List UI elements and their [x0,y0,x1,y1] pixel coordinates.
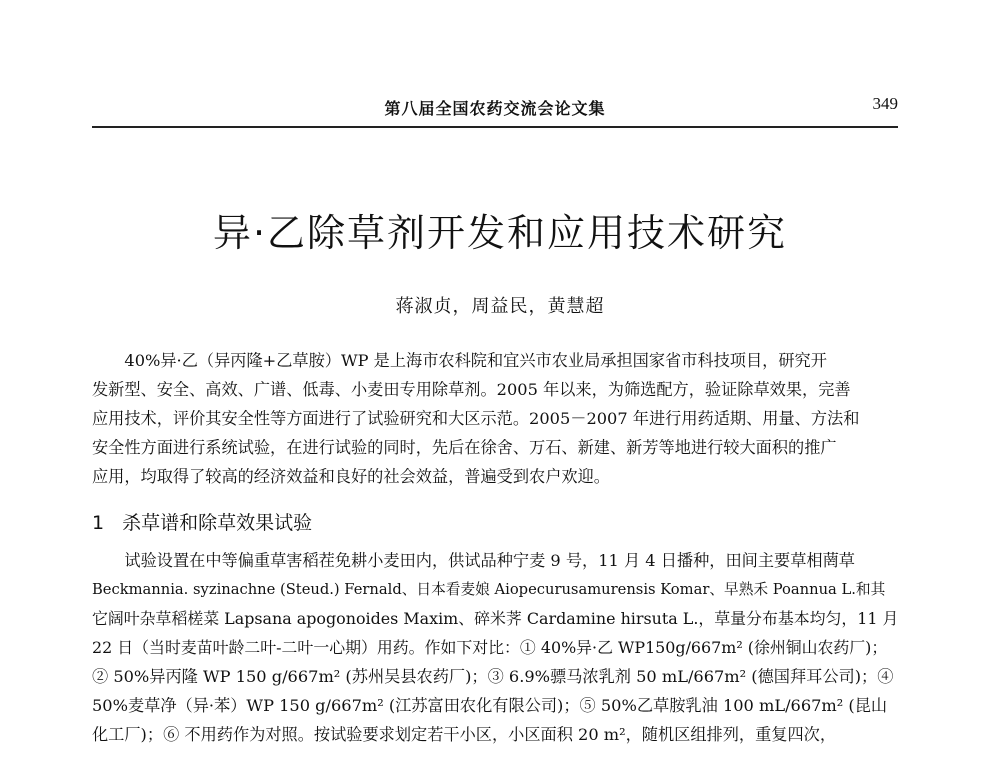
abstract-paragraph [92,346,898,491]
author-list: 蒋淑贞，周益民，黄慧超 [395,296,605,317]
page-number: 349 [872,94,898,113]
abstract-line: 应用，均取得了较高的经济效益和良好的社会效益，普遍受到农户欢迎。 [92,467,610,486]
abstract-line: 应用技术，评价其安全性等方面进行了试验研究和大区示范。2005－2007 年进行用药适期、用量、方法和 [92,409,860,428]
body-line: 试验设置在中等偏重草害稻茬免耕小麦田内，供试品种宁麦 9 号，11 月 4 日播种，田间主要草相菵草 [124,551,855,570]
abstract-line: 40%异·乙（异丙隆+乙草胺）WP 是上海市农科院和宜兴市农业局承担国家省市科技项目，研究开 [124,351,827,370]
section-number: 1 [92,512,105,534]
section-heading [92,508,312,535]
body-paragraph [92,546,898,749]
body-line: ② 50%异丙隆 WP 150 g/667m² (苏州吴县农药厂)；③ 6.9%骠马浓乳剂 50 mL/667m² (德国拜耳公司)；④ [92,667,894,686]
paper-title: 异·乙除草剂开发和应用技术研究 [212,211,788,255]
section-title: 杀草谱和除草效果试验 [122,512,313,534]
journal-title: 第八届全国农药交流会论文集 [384,99,606,118]
body-line: Beckmannia. syzinachne (Steud.) Fernald、日本看麦娘 Aiopecurusamurensis Komar、早熟禾 Poannua L.和其 [92,581,886,598]
abstract-line: 安全性方面进行系统试验，在进行试验的同时，先后在徐舍、万石、新建、新芳等地进行较大面积的推广 [92,438,837,457]
running-header [92,96,898,128]
body-line: 它阔叶杂草稻槎菜 Lapsana apogonoides Maxim、碎米荠 Cardamine hirsuta L.，草量分布基本均匀，11 月 [92,609,899,628]
abstract-line: 发新型、安全、高效、广谱、低毒、小麦田专用除草剂。2005 年以来，为筛选配方，验证除草效果，完善 [92,380,851,399]
body-line: 22 日（当时麦苗叶龄二叶-二叶一心期）用药。作如下对比：① 40%异·乙 WP150g/667m² (徐州铜山农药厂)； [92,638,888,657]
body-line: 化工厂)；⑥ 不用药作为对照。按试验要求划定若干小区，小区面积 20 m²，随机区组排列，重复四次， [92,725,837,744]
body-line: 50%麦草净（异·苯）WP 150 g/667m² (江苏富田农化有限公司)；⑤ 50%乙草胺乳油 100 mL/667m² (昆山 [92,696,888,715]
